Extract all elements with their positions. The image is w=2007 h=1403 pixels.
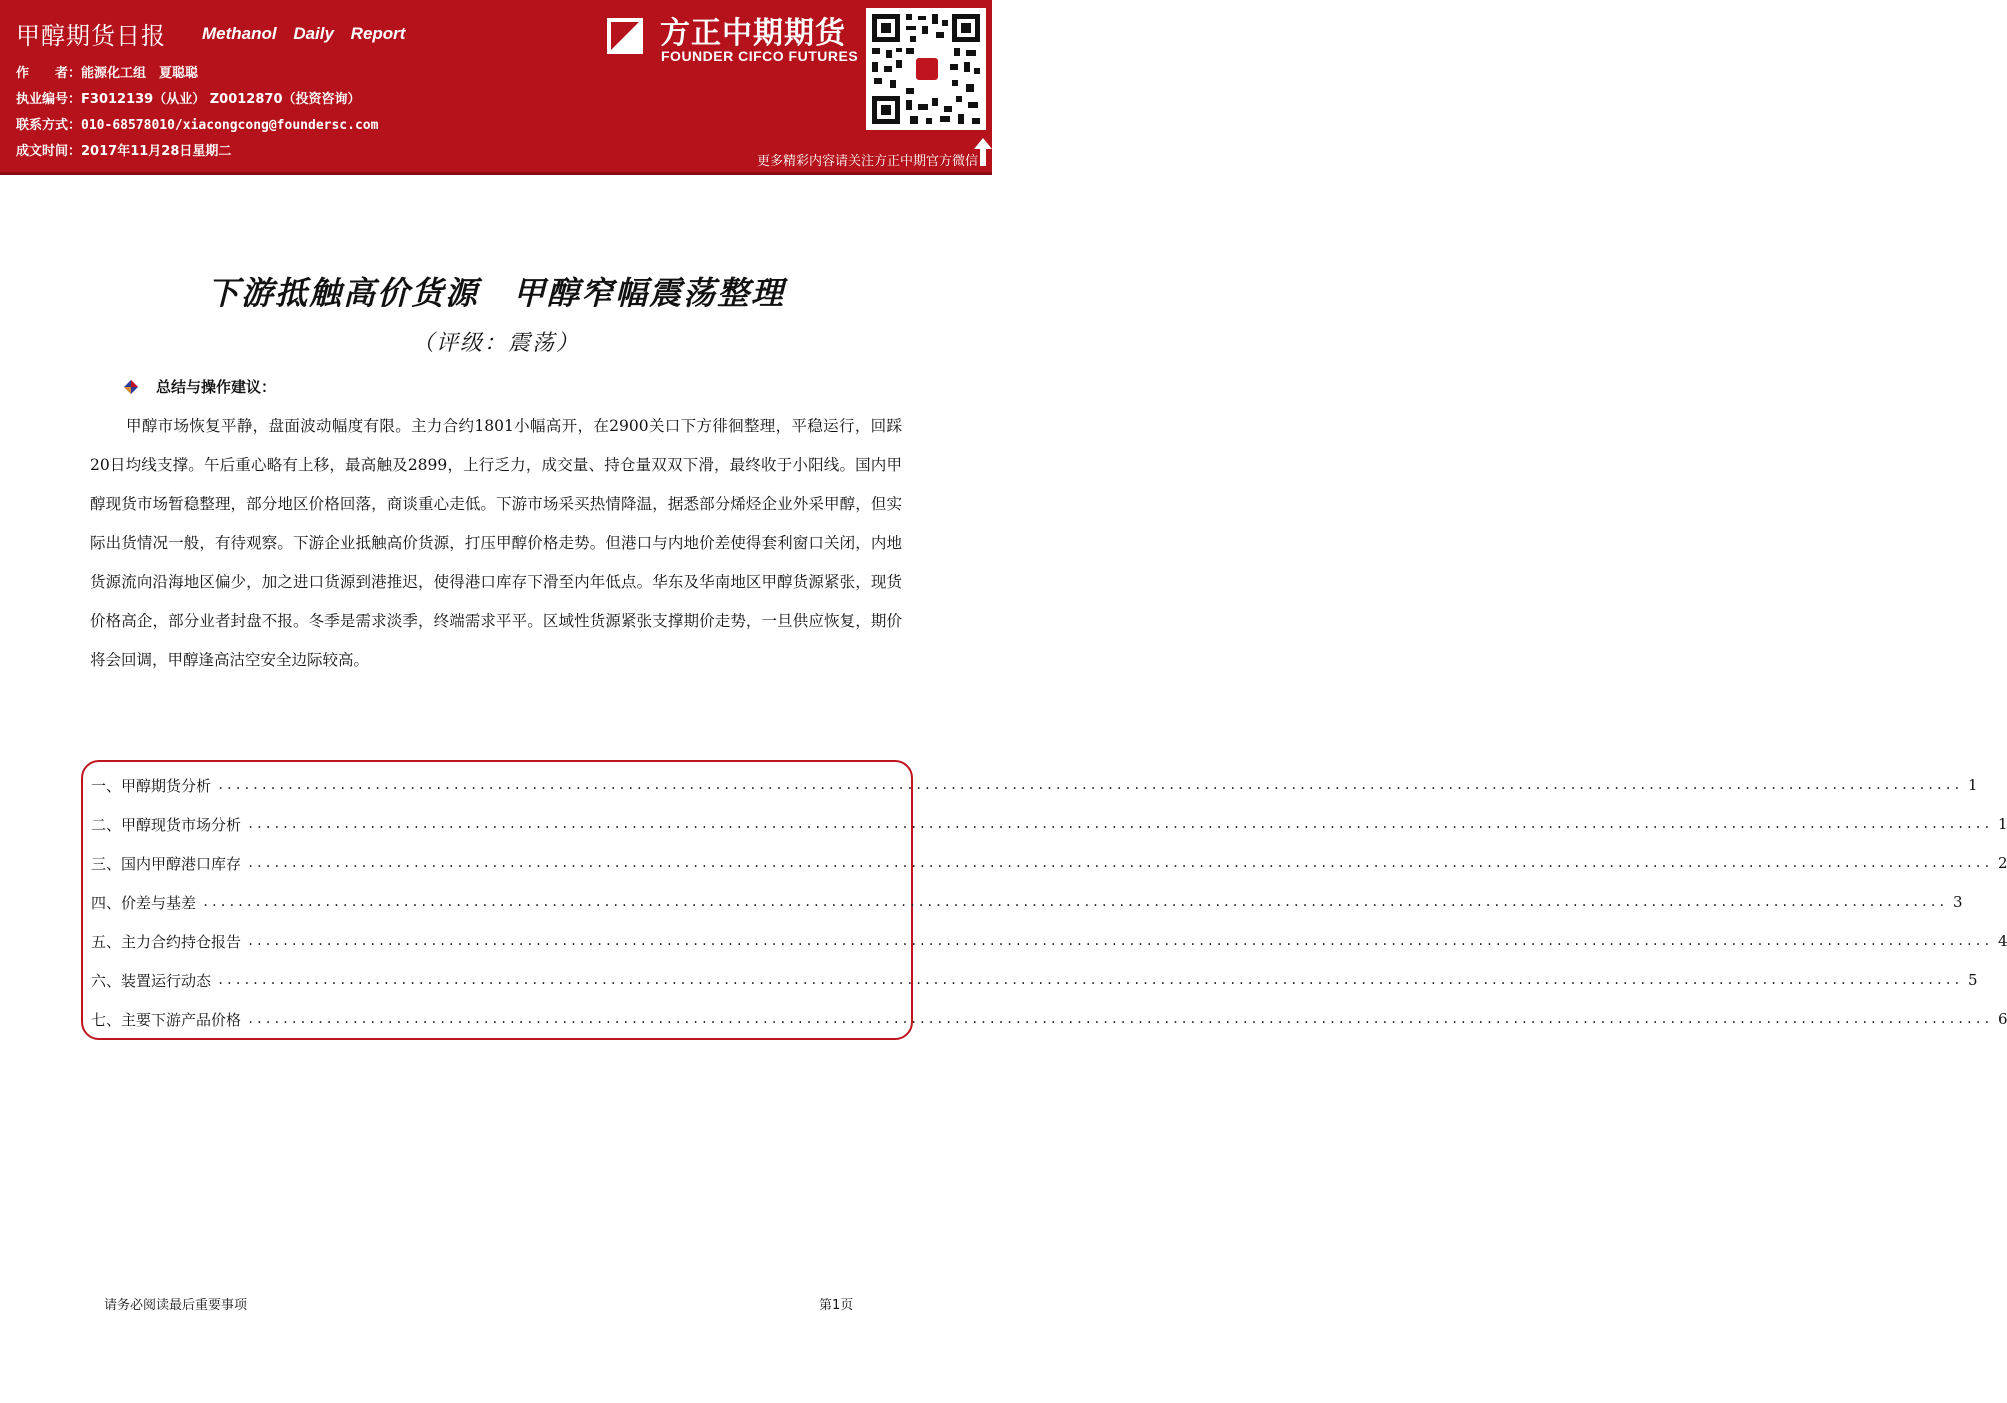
toc-entry[interactable] [91,928,2007,954]
license-row [16,88,360,107]
up-arrow-icon [974,138,992,166]
summary-heading-text: 总结与操作建议： [156,378,277,396]
report-series-title: 甲醇期货日报 [16,22,166,50]
toc-entry[interactable] [91,889,1963,915]
qr-code-icon[interactable] [866,8,986,130]
license-value: F3012139（从业） Z0012870（投资咨询） [81,92,361,107]
toc-entry[interactable] [91,967,1978,993]
toc-entry-page: 1 [1997,815,2007,833]
toc-entry-label: 六、装置运行动态 [91,971,212,990]
toc-dot-leader: ........................................................................................................................................................................................................ [217,973,1962,987]
toc-entry-label: 一、甲醇期货分析 [91,776,212,795]
footer-notice: 请务必阅读最后重要事项 [104,1298,248,1313]
author-value: 能源化工组 夏聪聪 [81,66,199,81]
company-name-cn: 方正中期期货 [660,16,846,51]
company-name-en: FOUNDER CIFCO FUTURES [661,48,859,64]
wechat-follow-note: 更多精彩内容请关注方正中期官方微信 [756,154,978,169]
toc-entry-label: 七、主要下游产品价格 [91,1010,242,1029]
toc-entry-label: 五、主力合约持仓报告 [91,932,242,951]
report-rating: （评级：震荡） [411,331,580,356]
toc-entry-label: 三、国内甲醇港口库存 [91,854,242,873]
contact-value: 010-68578010/xiacongcong@foundersc.com [81,118,379,133]
contact-row [16,114,378,133]
toc-entry-page: 4 [1997,932,2007,950]
license-label: 执业编号： [16,92,82,107]
toc-entry-page: 1 [1967,776,1978,794]
toc-dot-leader: ........................................................................................................................................................................................................ [247,817,1992,831]
contact-label: 联系方式： [16,118,82,133]
author-row [16,62,198,81]
date-value: 2017年11月28日星期二 [81,144,232,159]
toc-entry-page: 3 [1952,893,1963,911]
summary-paragraph: 甲醇市场恢复平静，盘面波动幅度有限。主力合约1801小幅高开，在2900关口下方徘徊整理，平稳运行，回踩20日均线支撑。午后重心略有上移，最高触及2899，上行乏力，成交量、持仓量双双下滑，最终收于小阳线。国内甲醇现货市场暂稳整理，部分地区价格回落，商谈重心走低。下游市场采买热情降温，据悉部分烯烃企业外采甲醇，但实际出货情况一般，有待观察。下游企业抵触高价货源，打压甲醇价格走势。但港口与内地价差使得套利窗口关闭，内地货源流向沿海地区偏少，加之进口货源到港推迟，使得港口库存下滑至内年低点。华东及华南地区甲醇货源紧张，现货价格高企，部分业者封盘不报。冬季是需求淡季，终端需求平平。区域性货源紧张支撑期价走势，一旦供应恢复，期价将会回调，甲醇逢高沽空安全边际较高。 [90,417,902,669]
toc-dot-leader: ........................................................................................................................................................................................................ [247,856,1992,870]
header-divider [0,172,992,175]
toc-entry[interactable] [91,1006,2007,1032]
toc-entry-page: 5 [1967,971,1978,989]
summary-heading [124,376,276,397]
toc-entry[interactable] [91,772,1978,798]
toc-entry-label: 四、价差与基差 [91,893,197,912]
toc-entry-label: 二、甲醇现货市场分析 [91,815,242,834]
toc-dot-leader: ........................................................................................................................................................................................................ [247,1012,1992,1026]
toc-dot-leader: ........................................................................................................................................................................................................ [217,778,1962,792]
table-of-contents [81,760,2007,1040]
toc-entry[interactable] [91,811,2007,837]
toc-entry-page: 2 [1997,854,2007,872]
report-title: 下游抵触高价货源 甲醇窄幅震荡整理 [206,274,785,312]
toc-dot-leader: ........................................................................................................................................................................................................ [202,895,1947,909]
toc-dot-leader: ........................................................................................................................................................................................................ [247,934,1992,948]
report-header [0,0,992,172]
footer-page-number: 第1页 [819,1298,854,1313]
date-row [16,140,231,159]
author-label: 作 者： [16,66,82,81]
diamond-bullet-icon [124,380,138,394]
toc-entry-page: 6 [1997,1010,2007,1028]
company-logo-icon [603,14,647,58]
date-label: 成文时间： [16,144,82,159]
toc-entry[interactable] [91,850,2007,876]
report-series-title-en: Methanol Daily Report [202,24,406,43]
